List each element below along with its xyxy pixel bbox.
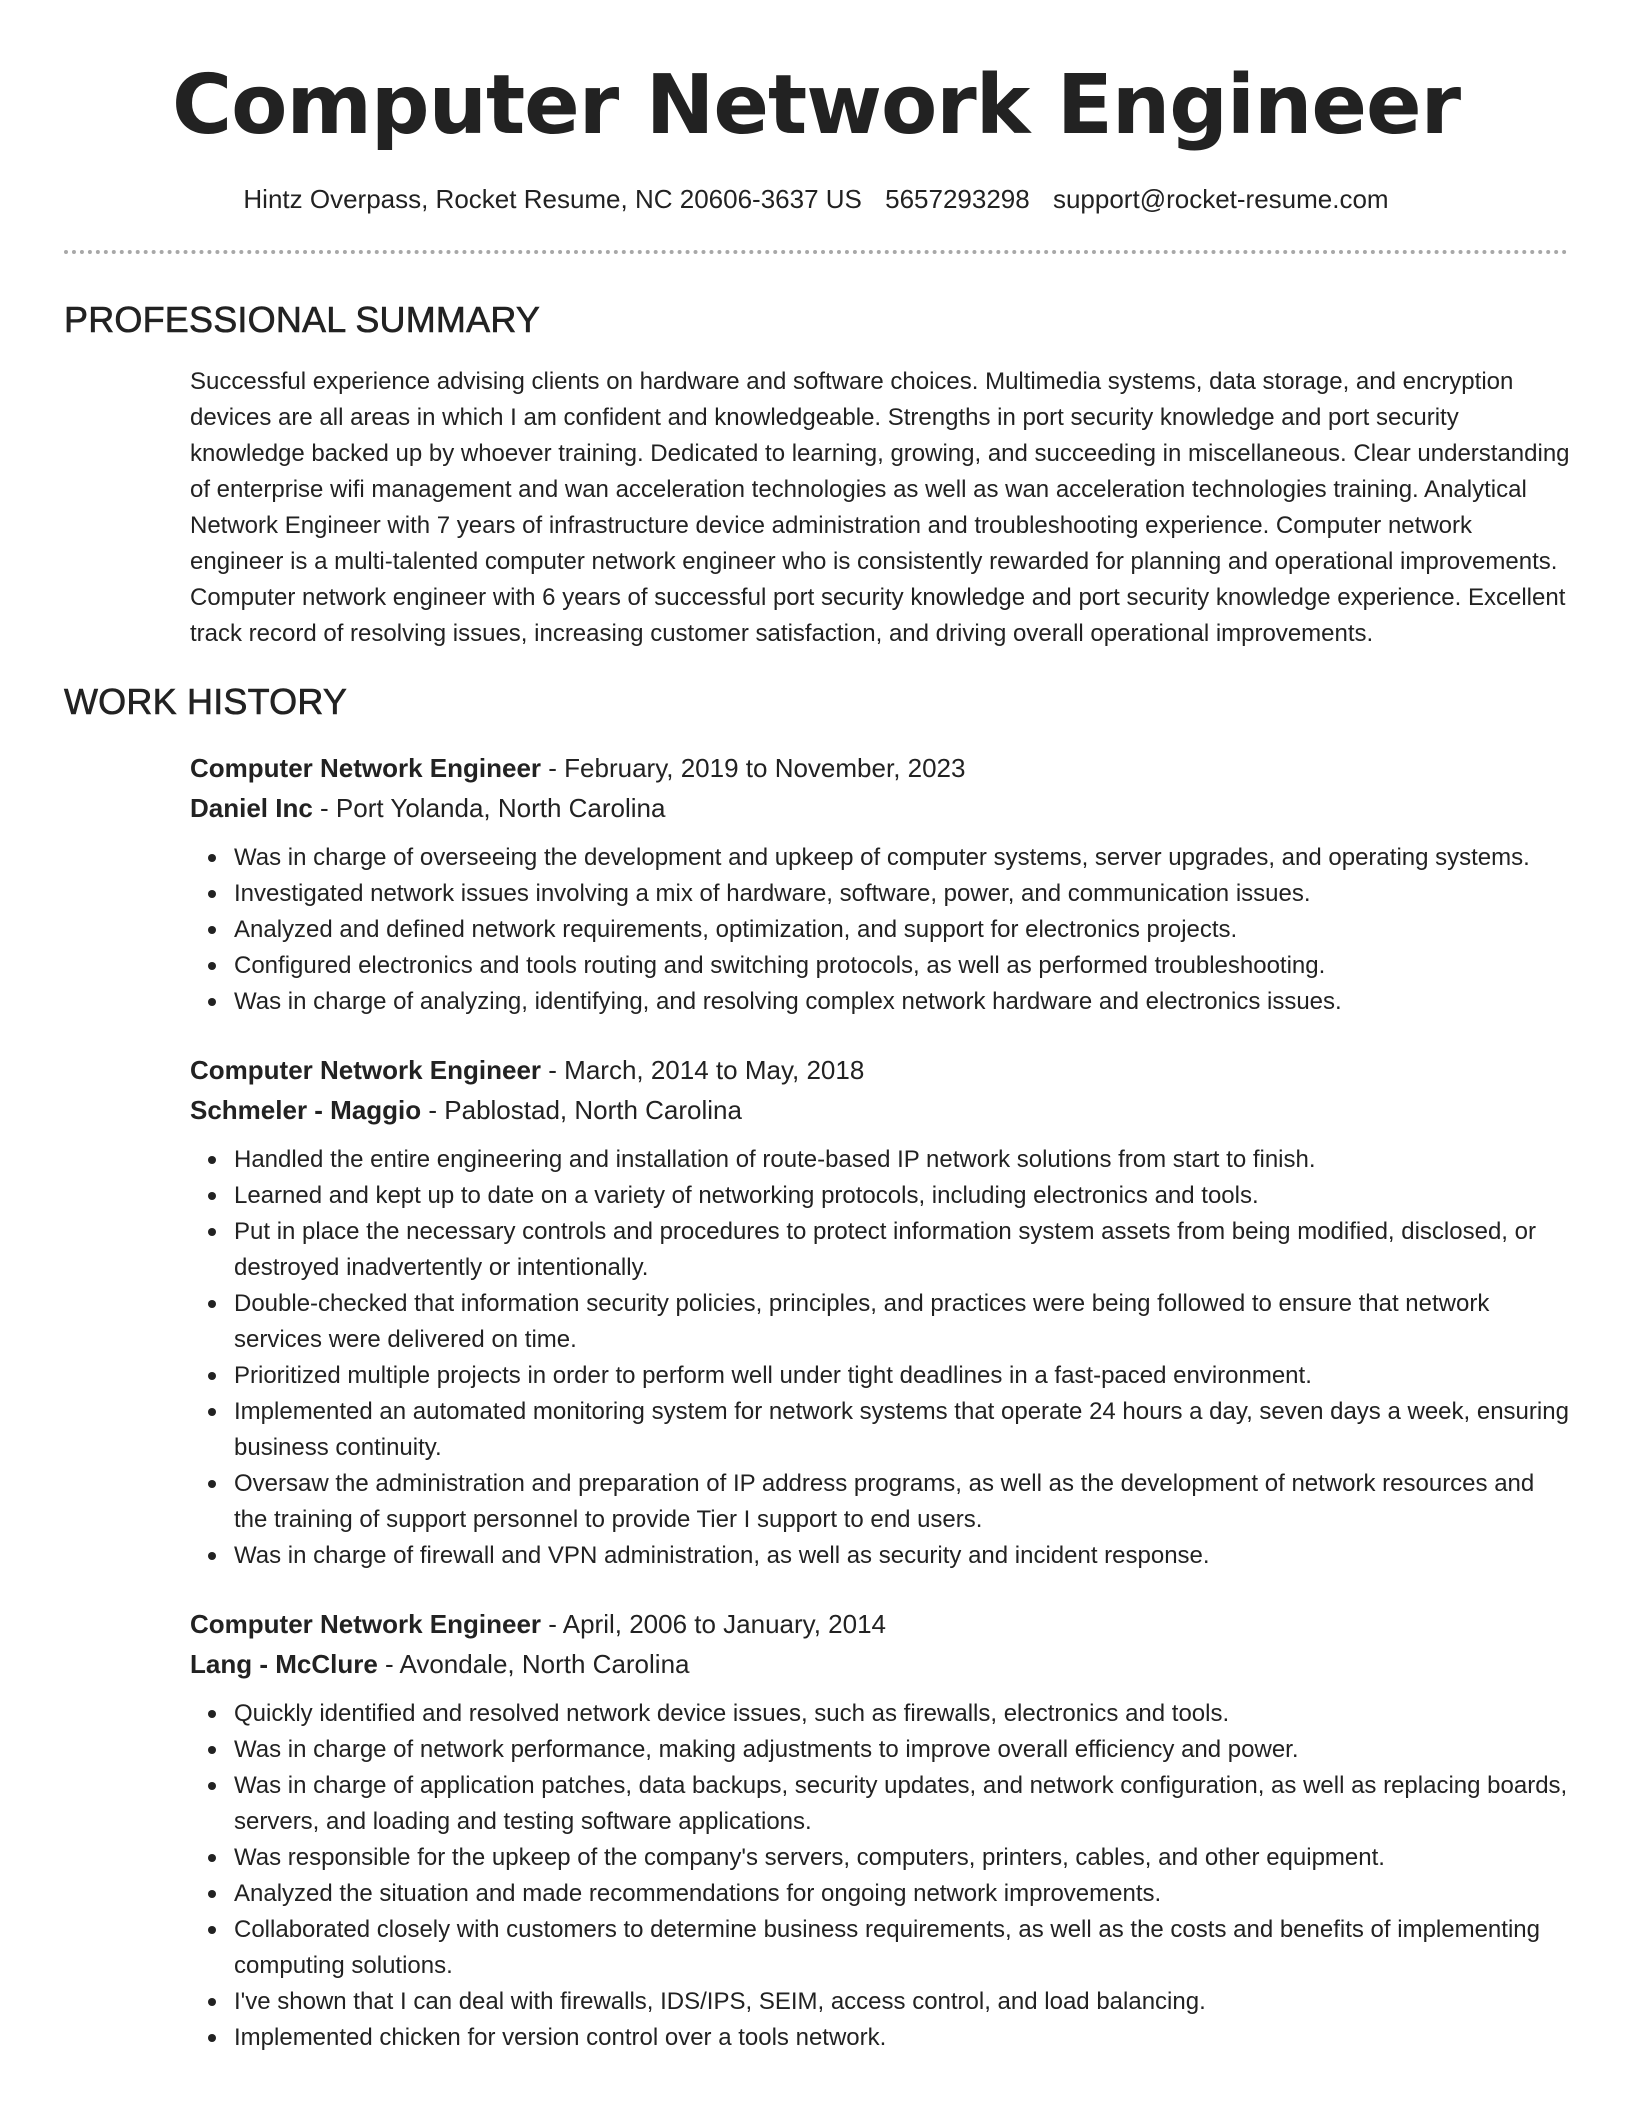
duty-item: Implemented an automated monitoring system for network systems that operate 24 hours a day, seven days a week, ensuring business continuity.	[190, 1394, 1572, 1466]
contact-phone: 5657293298	[885, 184, 1030, 214]
job-title: Computer Network Engineer	[190, 1055, 542, 1085]
job-duties-list	[190, 840, 1572, 1020]
duty-item: Implemented chicken for version control over a tools network.	[190, 2020, 1572, 2056]
duty-item: Quickly identified and resolved network device issues, such as firewalls, electronics and tools.	[190, 1696, 1572, 1732]
job-company: Schmeler - Maggio	[190, 1095, 422, 1125]
duty-item: Was responsible for the upkeep of the company's servers, computers, printers, cables, and other equipment.	[190, 1840, 1572, 1876]
duty-item: Put in place the necessary controls and procedures to protect information system assets from being modified, disclosed, or destroyed inadvertently or intentionally.	[190, 1214, 1572, 1286]
duty-item: Collaborated closely with customers to determine business requirements, as well as the costs and benefits of implementing computing solutions.	[190, 1912, 1572, 1984]
job-location: - Port Yolanda, North Carolina	[312, 793, 666, 823]
job-location: - Pablostad, North Carolina	[421, 1095, 742, 1125]
contact-email: support@rocket-resume.com	[1052, 184, 1389, 214]
job-entry	[190, 1050, 1572, 1574]
duty-item: Prioritized multiple projects in order to perform well under tight deadlines in a fast-paced environment.	[190, 1358, 1572, 1394]
job-title-line	[190, 748, 1572, 788]
duty-item: Analyzed and defined network requirements, optimization, and support for electronics projects.	[190, 912, 1572, 948]
summary-heading: PROFESSIONAL SUMMARY	[64, 299, 541, 340]
contact-line	[0, 182, 1632, 216]
work-history-heading: WORK HISTORY	[64, 681, 348, 722]
job-title-line	[190, 1604, 1572, 1644]
job-company-line	[190, 788, 1572, 828]
job-dates: - April, 2006 to January, 2014	[541, 1609, 887, 1639]
header-divider	[64, 250, 1568, 254]
duty-item: Investigated network issues involving a mix of hardware, software, power, and communication issues.	[190, 876, 1572, 912]
duty-item: Was in charge of firewall and VPN administration, as well as security and incident response.	[190, 1538, 1572, 1574]
duty-item: Oversaw the administration and preparation of IP address programs, as well as the development of network resources and the training of support personnel to provide Tier I support to end users.	[190, 1466, 1572, 1538]
job-dates: - March, 2014 to May, 2018	[541, 1055, 865, 1085]
job-company: Daniel Inc	[190, 793, 313, 823]
duty-item: I've shown that I can deal with firewalls, IDS/IPS, SEIM, access control, and load balancing.	[190, 1984, 1572, 2020]
resume-title: Computer Network Engineer	[171, 58, 1461, 153]
job-title-line	[190, 1050, 1572, 1090]
duty-item: Was in charge of application patches, data backups, security updates, and network configuration, as well as replacing boards, servers, and loading and testing software applications.	[190, 1768, 1572, 1840]
job-entry	[190, 748, 1572, 1020]
job-duties-list	[190, 1696, 1572, 2056]
duty-item: Double-checked that information security policies, principles, and practices were being followed to ensure that network services were delivered on time.	[190, 1286, 1572, 1358]
duty-item: Handled the entire engineering and installation of route-based IP network solutions from start to finish.	[190, 1142, 1572, 1178]
job-dates: - February, 2019 to November, 2023	[541, 753, 966, 783]
duty-item: Learned and kept up to date on a variety of networking protocols, including electronics and tools.	[190, 1178, 1572, 1214]
duty-item: Was in charge of overseeing the development and upkeep of computer systems, server upgrades, and operating systems.	[190, 840, 1572, 876]
job-title: Computer Network Engineer	[190, 1609, 542, 1639]
job-title: Computer Network Engineer	[190, 753, 542, 783]
duty-item: Was in charge of analyzing, identifying, and resolving complex network hardware and electronics issues.	[190, 984, 1572, 1020]
job-location: - Avondale, North Carolina	[377, 1649, 690, 1679]
contact-address: Hintz Overpass, Rocket Resume, NC 20606-3637 US	[243, 184, 862, 214]
job-entry	[190, 1604, 1572, 2056]
job-company-line	[190, 1644, 1572, 1684]
job-duties-list	[190, 1142, 1572, 1574]
summary-text: Successful experience advising clients on hardware and software choices. Multimedia systems, data storage, and encryption devices are all areas in which I am confident and knowledgeable. Strengths in port security knowledge and port security knowledge backed up by whoever training. Dedicated to learning, growing, and succeeding in miscellaneous. Clear understanding of enterprise wifi management and wan acceleration technologies as well as wan acceleration technologies training. Analytical Network Engineer with 7 years of infrastructure device administration and troubleshooting experience. Computer network engineer is a multi-talented computer network engineer who is consistently rewarded for planning and operational improvements. Computer network engineer with 6 years of successful port security knowledge and port security knowledge experience. Excellent track record of resolving issues, increasing customer satisfaction, and driving overall operational improvements.	[190, 368, 1570, 647]
duty-item: Configured electronics and tools routing and switching protocols, as well as performed troubleshooting.	[190, 948, 1572, 984]
duty-item: Analyzed the situation and made recommendations for ongoing network improvements.	[190, 1876, 1572, 1912]
duty-item: Was in charge of network performance, making adjustments to improve overall efficiency and power.	[190, 1732, 1572, 1768]
job-company-line	[190, 1090, 1572, 1130]
job-company: Lang - McClure	[190, 1649, 378, 1679]
